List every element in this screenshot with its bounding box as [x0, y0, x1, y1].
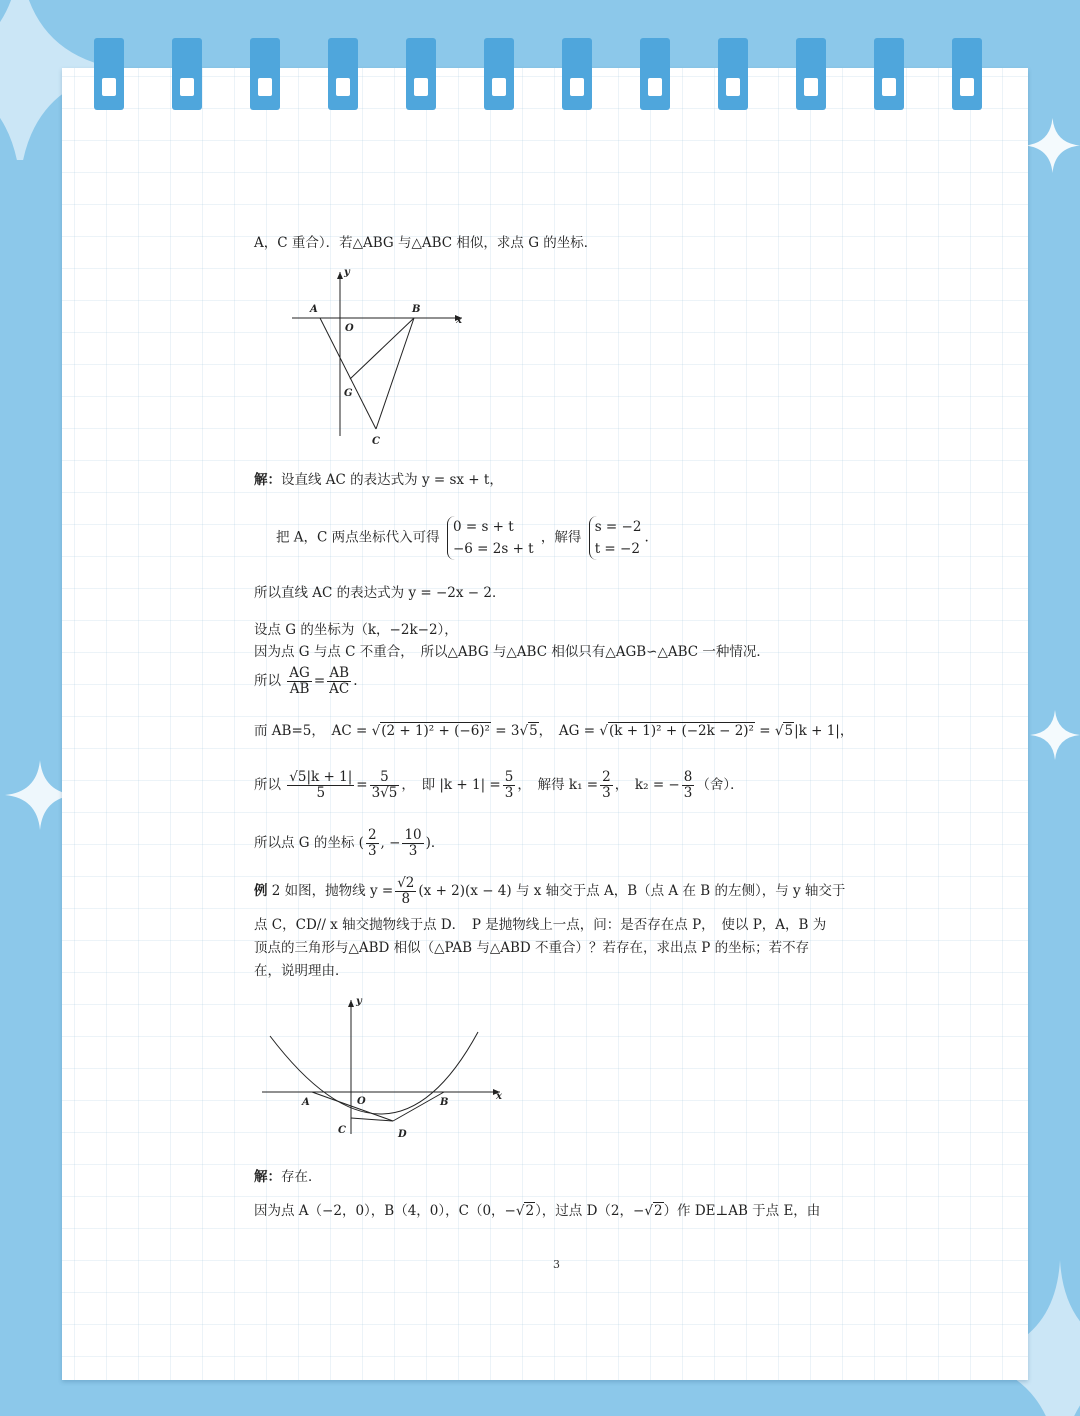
page-number: 3 — [553, 1258, 560, 1271]
binder-ring — [406, 38, 436, 110]
example-2-line-4: 在，说明理由． — [254, 963, 349, 979]
similarity-reason: 因为点 G 与点 C 不重合， 所以△ABG 与△ABC 相似只有△AGB∽△ABC 一种情况． — [254, 644, 770, 660]
label-C: C — [372, 436, 380, 447]
problem-continuation: A，C 重合）．若△ABG 与△ABC 相似，求点 G 的坐标． — [254, 235, 598, 251]
binder-ring — [250, 38, 280, 110]
sparkle-icon-right — [1025, 118, 1080, 173]
binder-ring — [328, 38, 358, 110]
label-A: A — [302, 1097, 310, 1108]
label-C: C — [338, 1125, 346, 1136]
solution-2-intro: 解：存在． — [254, 1169, 322, 1185]
binder-ring — [94, 38, 124, 110]
figure-triangle-diagram — [284, 266, 474, 451]
label-y: y — [356, 996, 362, 1007]
solve-k: 所以 $\frac{√5|k + 1|}{5}$ = $\frac{5}{3√5}$ ， 即 |k + 1| = $\frac{5}{3}$ ， 解得 k₁ = $\frac{2}{3}$ ， k₂ = − $\frac{8}{3}$ （舍）． — [254, 769, 744, 801]
solution-1-intro: 解：设直线 AC 的表达式为 y = sx + t， — [254, 472, 503, 488]
system-substitution: 把 A，C 两点坐标代入可得 0 = s + t −6 = 2s + t ，解得 s = −2 t = −2 . — [276, 516, 649, 560]
ratio-equation: 所以 $\frac{AG}{AB}$ = $\frac{AB}{AC}$ . — [254, 665, 358, 697]
label-B: B — [440, 1097, 449, 1108]
sparkle-icon-right-mid — [1030, 710, 1080, 760]
example-2-line-2: 点 C，CD// x 轴交抛物线于点 D． P 是抛物线上一点，问：是否存在点 P， 使以 P，A，B 为 — [254, 917, 827, 933]
label-D: D — [398, 1129, 407, 1140]
binder-ring — [874, 38, 904, 110]
label-y: y — [344, 267, 350, 278]
label-O: O — [357, 1096, 366, 1107]
binder-ring — [172, 38, 202, 110]
example-2-line-1: 例 2 如图，抛物线 y = $\frac{√2}{8}$ (x + 2)(x − 4) 与 x 轴交于点 A，B（点 A 在 B 的左侧），与 y 轴交于 — [254, 875, 846, 907]
binder-ring — [562, 38, 592, 110]
example-2-line-3: 顶点的三角形与△ABD 相似（△PAB 与△ABD 不重合）？若存在，求出点 P 的坐标；若不存 — [254, 940, 810, 956]
g-coordinate-result: 所以点 G 的坐标 ( $\frac{2}{3}$ , − $\frac{10}{3}$ )． — [254, 827, 445, 859]
binder-ring — [484, 38, 514, 110]
equation-system-2: s = −2 t = −2 — [589, 516, 642, 560]
length-ab-ac-ag: 而 AB=5， AC = √(2 + 1)² + (−6)² = 3√5， AG = √(k + 1)² + (−2k − 2)² = √5|k + 1|， — [254, 723, 854, 739]
solution-2-points: 因为点 A（−2，0），B（4，0），C（0，−√2），过点 D（2，−√2）作 DE⊥AB 于点 E，由 — [254, 1203, 821, 1219]
binder-ring — [640, 38, 670, 110]
label-A: A — [310, 304, 318, 315]
binder-ring — [796, 38, 826, 110]
set-g-coord: 设点 G 的坐标为（k，−2k−2）， — [254, 622, 458, 638]
label-B: B — [412, 304, 421, 315]
figure-parabola-diagram — [260, 994, 510, 1142]
equation-system-1: 0 = s + t −6 = 2s + t — [447, 516, 534, 560]
label-x: x — [496, 1091, 502, 1102]
binder-ring — [718, 38, 748, 110]
binder-ring — [952, 38, 982, 110]
line-ac-expression: 所以直线 AC 的表达式为 y = −2x − 2． — [254, 585, 506, 601]
label-O: O — [345, 323, 354, 334]
label-x: x — [456, 315, 462, 326]
label-G: G — [344, 388, 353, 399]
